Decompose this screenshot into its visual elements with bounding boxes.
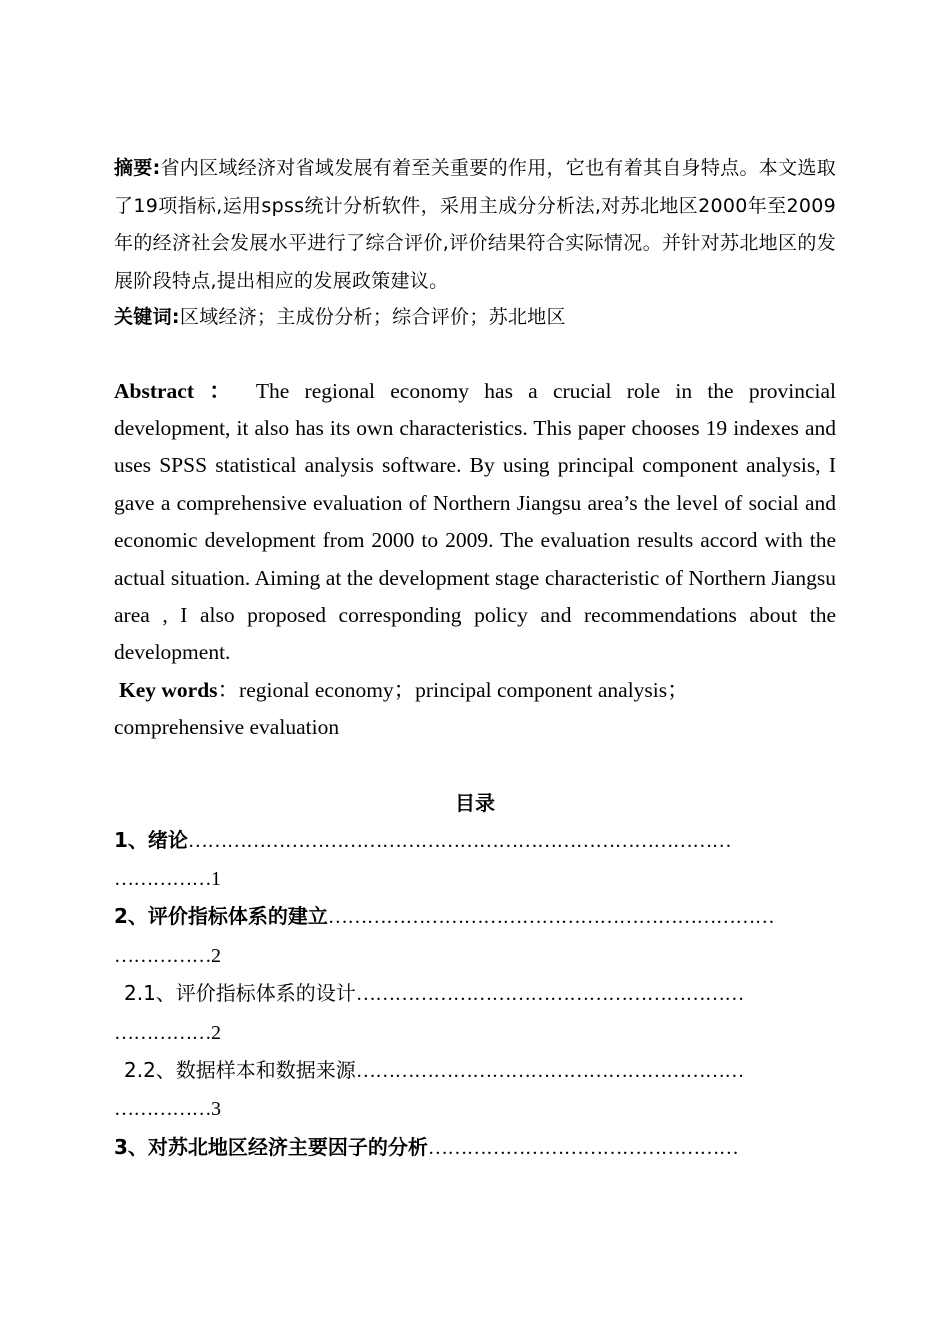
toc-title: 目录 [455,790,495,815]
abstract-zh [114,150,836,300]
toc-page-number: 3 [211,1098,222,1121]
toc-item-title: 3、对苏北地区经济主要因子的分析 [114,1134,428,1159]
keywords-en [114,672,836,709]
toc-leader: ………………………………………………………………………… [187,829,732,852]
document-page [114,150,836,1167]
toc-page-number: 1 [211,867,222,890]
abstract-zh-text: 省内区域经济对省域发展有着至关重要的作用，它也有着其自身特点。本文选取了19项指标,运用spss统计分析软件，采用主成分分析法,对苏北地区2000年至2009年的经济社会发展水平进行了综合评价,评价结果符合实际情况。并针对苏北地区的发展阶段特点,提出相应的发展政策建议。 [114,157,837,292]
toc-item-2-cont [114,937,836,975]
toc-item-2-2-cont [114,1090,836,1128]
toc-item-1[interactable] [114,822,836,860]
keywords-en-line1: ：regional economy；principal component analysis； [217,677,689,702]
toc-item-3[interactable] [114,1129,836,1167]
toc-item-2-2[interactable] [114,1052,836,1090]
toc-leader: …………………………………………………… [355,983,744,1006]
keywords-zh-label: 关键词: [114,306,180,328]
toc-leader: …………………………………………………………… [327,906,775,929]
toc-item-1-cont [114,860,836,898]
toc-item-title: 1、绪论 [114,827,188,852]
keywords-zh [114,299,836,337]
abstract-en-text: The regional economy has a crucial role in the provincial development, it also has its own characteristics. This paper chooses 19 indexes and uses SPSS statistical analysis software. By using principal component analysis, I gave a comprehensive evaluation of Northern Jiangsu area’s the level of social and economic development from 2000 to 2009. The evaluation results accord with the actual situation. Aiming at the development stage characteristic of Northern Jiangsu area , I also proposed corresponding policy and recommendations about the development. [114,378,836,665]
keywords-en-label: Key words [119,677,218,702]
toc-leader: …………… [114,1098,212,1121]
toc-page-number: 2 [211,1021,222,1044]
toc-item-title: 2、评价指标体系的建立 [114,904,328,929]
toc-item-2-1[interactable] [114,975,836,1013]
toc-item-2-1-cont [114,1014,836,1052]
abstract-zh-label: 摘要: [114,157,161,179]
keywords-en-line2: comprehensive evaluation [114,715,340,740]
toc-leader: …………… [114,1021,212,1044]
toc-item-title: 2.2、数据样本和数据来源 [124,1058,356,1082]
abstract-en-label: Abstract ： [114,378,241,403]
keywords-en-cont [114,709,836,746]
toc-leader: …………………………………………………… [355,1060,744,1082]
toc-item-title: 2.1、评价指标体系的设计 [124,981,356,1006]
keywords-zh-text: 区域经济；主成份分析；综合评价；苏北地区 [179,306,566,328]
toc-list [114,822,836,1168]
toc-item-2[interactable] [114,898,836,936]
toc-leader: …………… [114,867,212,890]
toc-page-number: 2 [211,944,222,967]
toc-leader: …………… [114,944,212,967]
abstract-en [114,373,836,672]
toc-leader: ………………………………………… [427,1136,739,1159]
